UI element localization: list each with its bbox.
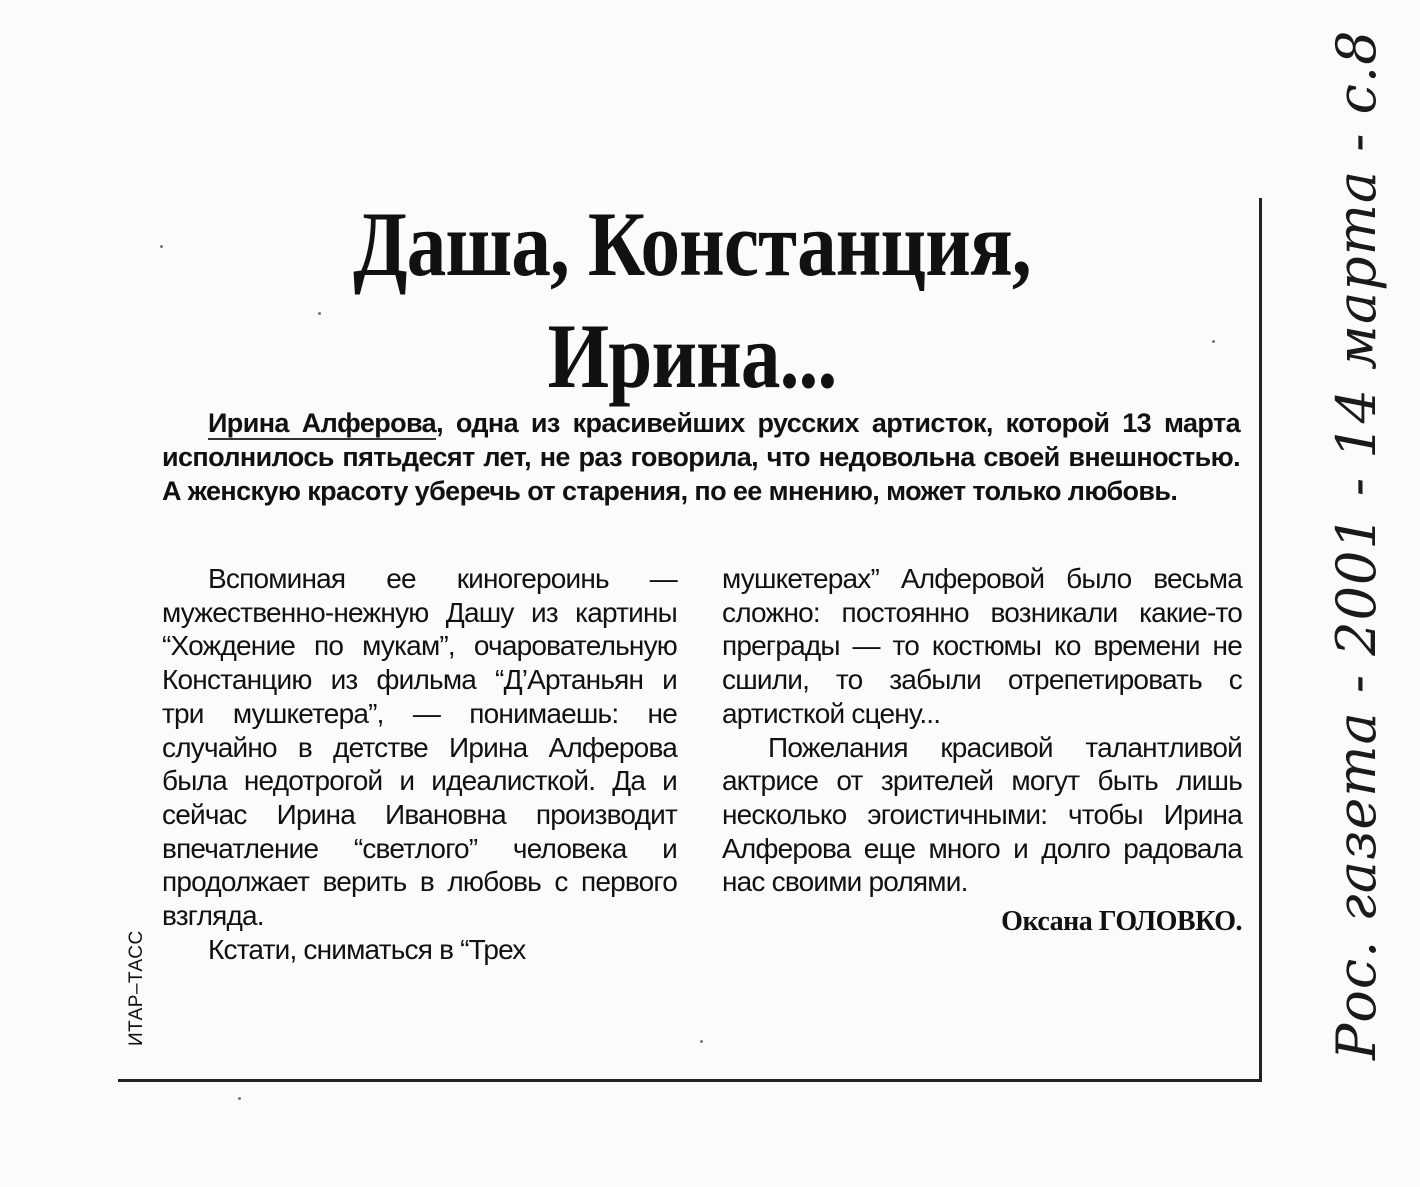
body-column-right: [722, 562, 1242, 945]
author-signature: Оксана ГОЛОВКО.: [1001, 906, 1242, 938]
body-paragraph: Кстати, сниматься в “Трех: [208, 933, 526, 965]
lead-paragraph: [162, 406, 1240, 508]
headline-line-1: Даша, Констанция,: [353, 193, 1031, 295]
scan-speck: [700, 1040, 703, 1043]
scan-speck: [160, 245, 163, 248]
frame-bottom-rule: [118, 1079, 1259, 1082]
headline-line-2: Ирина...: [547, 305, 837, 407]
handwritten-source-note: Рос. газета - 2001 - 14 марта - с.8: [1325, 29, 1388, 1060]
scan-speck: [238, 1097, 241, 1100]
lead-text: , одна из красивейших русских артисток, которой 13 марта исполнилось пятьдесят лет, не раз говорила, что недовольна своей внешностью. А женскую красоту уберечь от старения, по ее мнению, может только любовь.: [162, 408, 1240, 506]
lead-name: Ирина Алферова: [208, 408, 437, 438]
body-column-left: [162, 562, 677, 966]
body-paragraph: Вспоминая ее киногероинь — мужественно-нежную Дашу из картины “Хождение по мукам”, очаровательную Констанцию из фильма “Д’Артаньян и три мушкетера”, — понимаешь: не случайно в детстве Ирина Алферова была недотрогой и идеалисткой. Да и сейчас Ирина Ивановна производит впечатление “светлого” человека и продолжает верить в любовь с первого взгляда.: [162, 563, 677, 932]
body-paragraph: мушкетерах” Алферовой было весьма сложно: постоянно возникали какие-то преграды — то костюмы ко времени не сшили, то забыли отрепетировать с артисткой сцену...: [722, 563, 1242, 729]
scan-speck: [1212, 340, 1215, 343]
body-paragraph: Пожелания красивой талантливой актрисе от зрителей могут быть лишь несколько эгоистичными: чтобы Ирина Алферова еще много и долго радовала нас своими ролями.: [722, 731, 1242, 898]
photo-credit: ИТАР–ТАСС: [126, 930, 147, 1046]
frame-right-rule: [1259, 198, 1262, 1082]
headline: [193, 188, 1191, 412]
